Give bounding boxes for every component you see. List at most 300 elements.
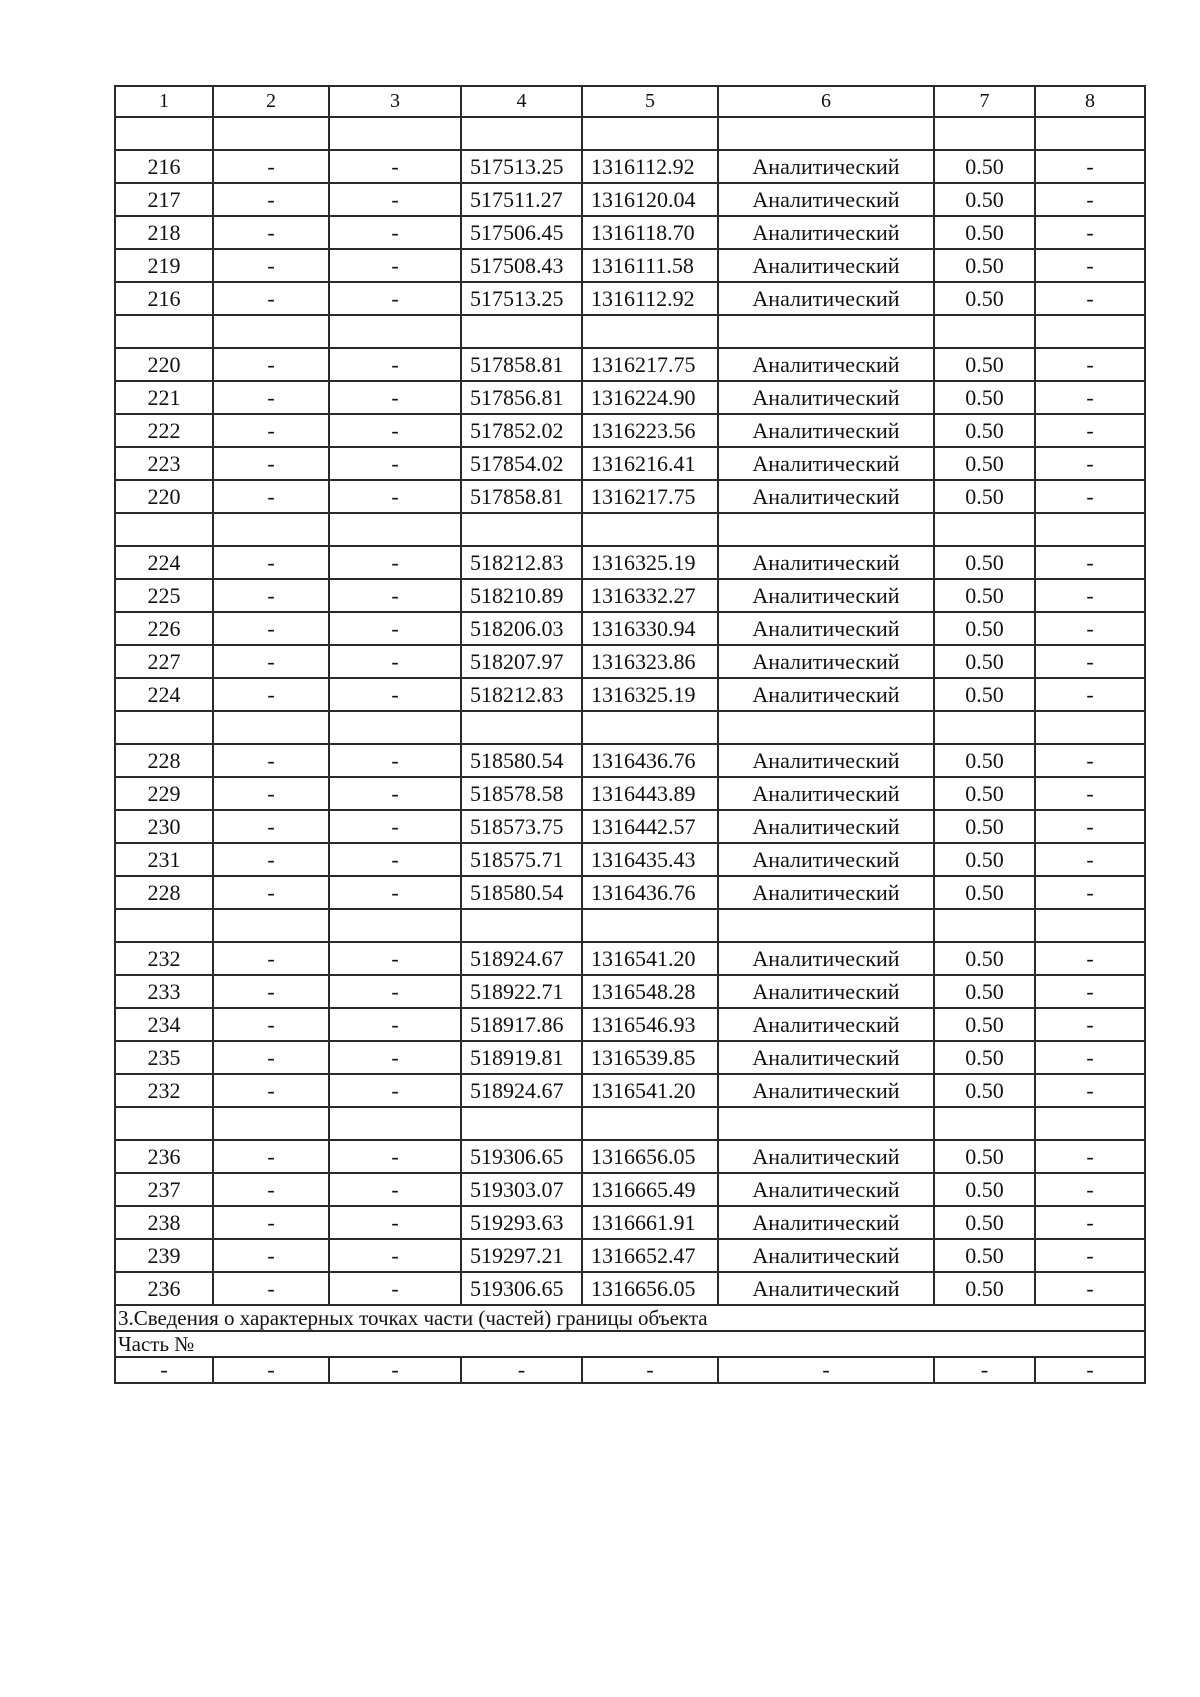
point-number-cell: 221 (115, 381, 213, 414)
x-coordinate-cell: 519306.65 (461, 1272, 582, 1305)
accuracy-cell: 0.50 (934, 777, 1035, 810)
col8-cell: - (1035, 975, 1145, 1008)
x-coordinate-cell: 518212.83 (461, 678, 582, 711)
table-row (115, 810, 1145, 843)
y-coordinate-cell: 1316325.19 (582, 678, 718, 711)
col3-cell: - (329, 810, 461, 843)
y-coordinate-cell: 1316539.85 (582, 1041, 718, 1074)
col2-cell: - (213, 1008, 329, 1041)
empty-cell (582, 711, 718, 744)
col3-cell: - (329, 447, 461, 480)
part-label-row (115, 1331, 1145, 1357)
boundary-points-table (114, 85, 1146, 1384)
point-number-cell: 230 (115, 810, 213, 843)
table-row (115, 1074, 1145, 1107)
y-coordinate-cell: 1316652.47 (582, 1239, 718, 1272)
method-cell: Аналитический (718, 843, 934, 876)
col2-cell: - (213, 414, 329, 447)
col3-cell: - (329, 645, 461, 678)
header-cell-8: 8 (1035, 86, 1145, 117)
x-coordinate-cell: 519293.63 (461, 1206, 582, 1239)
col8-cell: - (1035, 942, 1145, 975)
col2-cell: - (213, 546, 329, 579)
empty-cell (934, 513, 1035, 546)
part-number-label: Часть № (115, 1331, 1145, 1357)
col2-cell: - (213, 942, 329, 975)
accuracy-cell: 0.50 (934, 612, 1035, 645)
y-coordinate-cell: 1316656.05 (582, 1140, 718, 1173)
table-row (115, 744, 1145, 777)
empty-cell (461, 315, 582, 348)
col8-cell: - (1035, 1140, 1145, 1173)
point-number-cell: 217 (115, 183, 213, 216)
empty-cell (582, 117, 718, 150)
col8-cell: - (1035, 1173, 1145, 1206)
x-coordinate-cell: 518212.83 (461, 546, 582, 579)
col3-cell: - (329, 249, 461, 282)
accuracy-cell: 0.50 (934, 1173, 1035, 1206)
accuracy-cell: 0.50 (934, 942, 1035, 975)
method-cell: Аналитический (718, 579, 934, 612)
x-coordinate-cell: 518210.89 (461, 579, 582, 612)
col8-cell: - (1035, 1074, 1145, 1107)
x-coordinate-cell: 518580.54 (461, 744, 582, 777)
method-cell: Аналитический (718, 1008, 934, 1041)
point-number-cell: 222 (115, 414, 213, 447)
col2-cell: - (213, 1272, 329, 1305)
accuracy-cell: 0.50 (934, 579, 1035, 612)
empty-cell (115, 909, 213, 942)
col3-cell: - (329, 1173, 461, 1206)
y-coordinate-cell: 1316112.92 (582, 150, 718, 183)
empty-cell (934, 909, 1035, 942)
x-coordinate-cell: 517511.27 (461, 183, 582, 216)
empty-cell (213, 117, 329, 150)
col8-cell: - (1035, 612, 1145, 645)
col8-cell: - (1035, 546, 1145, 579)
table-row (115, 183, 1145, 216)
col8-cell: - (1035, 447, 1145, 480)
col8-cell: - (1035, 282, 1145, 315)
table-row (115, 348, 1145, 381)
x-coordinate-cell: 519297.21 (461, 1239, 582, 1272)
point-number-cell: 228 (115, 876, 213, 909)
y-coordinate-cell: 1316224.90 (582, 381, 718, 414)
y-coordinate-cell: 1316546.93 (582, 1008, 718, 1041)
col8-cell: - (1035, 843, 1145, 876)
col3-cell: - (329, 381, 461, 414)
method-cell: Аналитический (718, 150, 934, 183)
method-cell: Аналитический (718, 1239, 934, 1272)
col3-cell: - (329, 1041, 461, 1074)
y-coordinate-cell: 1316435.43 (582, 843, 718, 876)
empty-cell (213, 1107, 329, 1140)
col8-cell: - (1035, 876, 1145, 909)
empty-cell (582, 1107, 718, 1140)
col8-cell: - (1035, 579, 1145, 612)
point-number-cell: 238 (115, 1206, 213, 1239)
point-number-cell: 216 (115, 150, 213, 183)
col3-cell: - (329, 183, 461, 216)
accuracy-cell: 0.50 (934, 678, 1035, 711)
col3-cell: - (329, 546, 461, 579)
y-coordinate-cell: 1316223.56 (582, 414, 718, 447)
table-row (115, 579, 1145, 612)
method-cell: Аналитический (718, 678, 934, 711)
point-number-cell: 218 (115, 216, 213, 249)
method-cell: Аналитический (718, 249, 934, 282)
point-number-cell: 226 (115, 612, 213, 645)
accuracy-cell: 0.50 (934, 876, 1035, 909)
empty-cell (329, 1107, 461, 1140)
part-points-row (115, 1357, 1145, 1383)
header-cell-2: 2 (213, 86, 329, 117)
col2-cell: - (213, 1140, 329, 1173)
accuracy-cell: 0.50 (934, 414, 1035, 447)
empty-cell (213, 711, 329, 744)
method-cell: Аналитический (718, 1074, 934, 1107)
table-row (115, 381, 1145, 414)
col2-cell: - (213, 645, 329, 678)
accuracy-cell: 0.50 (934, 645, 1035, 678)
accuracy-cell: 0.50 (934, 348, 1035, 381)
point-number-cell: 216 (115, 282, 213, 315)
col2-cell: - (213, 678, 329, 711)
method-cell: Аналитический (718, 381, 934, 414)
table-row (115, 843, 1145, 876)
empty-cell (213, 909, 329, 942)
table-row (115, 678, 1145, 711)
header-cell-5: 5 (582, 86, 718, 117)
point-number-cell: 224 (115, 546, 213, 579)
col3-cell: - (329, 282, 461, 315)
empty-cell (934, 1107, 1035, 1140)
method-cell: Аналитический (718, 282, 934, 315)
empty-cell (329, 513, 461, 546)
point-number-cell: 228 (115, 744, 213, 777)
table-row (115, 1041, 1145, 1074)
col2-cell: - (213, 843, 329, 876)
col8-cell: - (1035, 1041, 1145, 1074)
y-coordinate-cell: 1316120.04 (582, 183, 718, 216)
col8-cell: - (1035, 1008, 1145, 1041)
col8-cell: - (1035, 678, 1145, 711)
col8-cell: - (1035, 1206, 1145, 1239)
method-cell: Аналитический (718, 876, 934, 909)
part-dash-cell: - (934, 1357, 1035, 1383)
accuracy-cell: 0.50 (934, 447, 1035, 480)
col3-cell: - (329, 975, 461, 1008)
y-coordinate-cell: 1316656.05 (582, 1272, 718, 1305)
accuracy-cell: 0.50 (934, 1206, 1035, 1239)
table-row (115, 645, 1145, 678)
col8-cell: - (1035, 1272, 1145, 1305)
empty-cell (329, 315, 461, 348)
accuracy-cell: 0.50 (934, 480, 1035, 513)
y-coordinate-cell: 1316118.70 (582, 216, 718, 249)
col3-cell: - (329, 216, 461, 249)
empty-cell (329, 909, 461, 942)
table-row (115, 546, 1145, 579)
y-coordinate-cell: 1316217.75 (582, 480, 718, 513)
part-dash-cell: - (1035, 1357, 1145, 1383)
col3-cell: - (329, 579, 461, 612)
x-coordinate-cell: 519306.65 (461, 1140, 582, 1173)
col2-cell: - (213, 381, 329, 414)
col3-cell: - (329, 1140, 461, 1173)
blank-separator-row (115, 1107, 1145, 1140)
method-cell: Аналитический (718, 1173, 934, 1206)
empty-cell (461, 909, 582, 942)
col2-cell: - (213, 480, 329, 513)
empty-cell (115, 117, 213, 150)
col3-cell: - (329, 876, 461, 909)
x-coordinate-cell: 517506.45 (461, 216, 582, 249)
table-row (115, 216, 1145, 249)
col3-cell: - (329, 348, 461, 381)
point-number-cell: 219 (115, 249, 213, 282)
col2-cell: - (213, 876, 329, 909)
col2-cell: - (213, 1239, 329, 1272)
point-number-cell: 231 (115, 843, 213, 876)
col8-cell: - (1035, 150, 1145, 183)
empty-cell (461, 513, 582, 546)
accuracy-cell: 0.50 (934, 150, 1035, 183)
point-number-cell: 235 (115, 1041, 213, 1074)
method-cell: Аналитический (718, 1140, 934, 1173)
empty-cell (1035, 117, 1145, 150)
accuracy-cell: 0.50 (934, 1239, 1035, 1272)
col3-cell: - (329, 678, 461, 711)
method-cell: Аналитический (718, 942, 934, 975)
col3-cell: - (329, 1206, 461, 1239)
accuracy-cell: 0.50 (934, 810, 1035, 843)
point-number-cell: 232 (115, 1074, 213, 1107)
x-coordinate-cell: 518922.71 (461, 975, 582, 1008)
col2-cell: - (213, 612, 329, 645)
accuracy-cell: 0.50 (934, 1008, 1035, 1041)
empty-cell (329, 117, 461, 150)
col3-cell: - (329, 612, 461, 645)
empty-cell (213, 513, 329, 546)
empty-cell (934, 117, 1035, 150)
blank-separator-row (115, 711, 1145, 744)
point-number-cell: 229 (115, 777, 213, 810)
method-cell: Аналитический (718, 744, 934, 777)
empty-cell (115, 711, 213, 744)
accuracy-cell: 0.50 (934, 216, 1035, 249)
point-number-cell: 236 (115, 1140, 213, 1173)
col2-cell: - (213, 1074, 329, 1107)
col2-cell: - (213, 1206, 329, 1239)
empty-cell (934, 315, 1035, 348)
table-row (115, 1239, 1145, 1272)
table-row (115, 150, 1145, 183)
col2-cell: - (213, 1041, 329, 1074)
point-number-cell: 236 (115, 1272, 213, 1305)
table-row (115, 1272, 1145, 1305)
table-row (115, 1206, 1145, 1239)
table-row (115, 975, 1145, 1008)
method-cell: Аналитический (718, 414, 934, 447)
col8-cell: - (1035, 414, 1145, 447)
table-row (115, 480, 1145, 513)
table-row (115, 876, 1145, 909)
point-number-cell: 223 (115, 447, 213, 480)
empty-cell (115, 513, 213, 546)
empty-cell (718, 1107, 934, 1140)
accuracy-cell: 0.50 (934, 1272, 1035, 1305)
col8-cell: - (1035, 777, 1145, 810)
blank-separator-row (115, 117, 1145, 150)
point-number-cell: 232 (115, 942, 213, 975)
blank-separator-row (115, 909, 1145, 942)
empty-cell (461, 1107, 582, 1140)
empty-cell (582, 909, 718, 942)
accuracy-cell: 0.50 (934, 546, 1035, 579)
col3-cell: - (329, 1074, 461, 1107)
x-coordinate-cell: 517856.81 (461, 381, 582, 414)
empty-cell (718, 909, 934, 942)
table-row (115, 1173, 1145, 1206)
x-coordinate-cell: 518578.58 (461, 777, 582, 810)
x-coordinate-cell: 517513.25 (461, 282, 582, 315)
header-cell-3: 3 (329, 86, 461, 117)
empty-cell (213, 315, 329, 348)
col3-cell: - (329, 1272, 461, 1305)
col8-cell: - (1035, 744, 1145, 777)
col2-cell: - (213, 744, 329, 777)
empty-cell (461, 117, 582, 150)
col2-cell: - (213, 348, 329, 381)
table-row (115, 414, 1145, 447)
accuracy-cell: 0.50 (934, 183, 1035, 216)
table-row (115, 249, 1145, 282)
method-cell: Аналитический (718, 447, 934, 480)
col8-cell: - (1035, 480, 1145, 513)
y-coordinate-cell: 1316330.94 (582, 612, 718, 645)
point-number-cell: 237 (115, 1173, 213, 1206)
col8-cell: - (1035, 810, 1145, 843)
col2-cell: - (213, 579, 329, 612)
x-coordinate-cell: 518924.67 (461, 942, 582, 975)
col2-cell: - (213, 810, 329, 843)
header-cell-7: 7 (934, 86, 1035, 117)
y-coordinate-cell: 1316443.89 (582, 777, 718, 810)
accuracy-cell: 0.50 (934, 975, 1035, 1008)
x-coordinate-cell: 518924.67 (461, 1074, 582, 1107)
accuracy-cell: 0.50 (934, 843, 1035, 876)
accuracy-cell: 0.50 (934, 1041, 1035, 1074)
col8-cell: - (1035, 216, 1145, 249)
empty-cell (582, 513, 718, 546)
empty-cell (718, 117, 934, 150)
empty-cell (115, 315, 213, 348)
empty-cell (1035, 1107, 1145, 1140)
col8-cell: - (1035, 183, 1145, 216)
table-row (115, 1008, 1145, 1041)
part-dash-cell: - (115, 1357, 213, 1383)
accuracy-cell: 0.50 (934, 381, 1035, 414)
col3-cell: - (329, 1239, 461, 1272)
col3-cell: - (329, 843, 461, 876)
accuracy-cell: 0.50 (934, 282, 1035, 315)
empty-cell (1035, 711, 1145, 744)
part-dash-cell: - (213, 1357, 329, 1383)
x-coordinate-cell: 518207.97 (461, 645, 582, 678)
method-cell: Аналитический (718, 480, 934, 513)
col3-cell: - (329, 777, 461, 810)
method-cell: Аналитический (718, 1206, 934, 1239)
col3-cell: - (329, 744, 461, 777)
x-coordinate-cell: 517508.43 (461, 249, 582, 282)
empty-cell (718, 513, 934, 546)
point-number-cell: 220 (115, 480, 213, 513)
y-coordinate-cell: 1316436.76 (582, 876, 718, 909)
y-coordinate-cell: 1316541.20 (582, 1074, 718, 1107)
x-coordinate-cell: 518206.03 (461, 612, 582, 645)
part-dash-cell: - (461, 1357, 582, 1383)
col2-cell: - (213, 1173, 329, 1206)
method-cell: Аналитический (718, 1272, 934, 1305)
y-coordinate-cell: 1316332.27 (582, 579, 718, 612)
y-coordinate-cell: 1316442.57 (582, 810, 718, 843)
part-dash-cell: - (718, 1357, 934, 1383)
y-coordinate-cell: 1316661.91 (582, 1206, 718, 1239)
method-cell: Аналитический (718, 348, 934, 381)
x-coordinate-cell: 517858.81 (461, 480, 582, 513)
method-cell: Аналитический (718, 216, 934, 249)
col2-cell: - (213, 150, 329, 183)
y-coordinate-cell: 1316111.58 (582, 249, 718, 282)
col3-cell: - (329, 414, 461, 447)
table-row (115, 447, 1145, 480)
col2-cell: - (213, 777, 329, 810)
point-number-cell: 234 (115, 1008, 213, 1041)
table-row (115, 282, 1145, 315)
x-coordinate-cell: 518573.75 (461, 810, 582, 843)
point-number-cell: 227 (115, 645, 213, 678)
col2-cell: - (213, 447, 329, 480)
empty-cell (1035, 315, 1145, 348)
x-coordinate-cell: 519303.07 (461, 1173, 582, 1206)
accuracy-cell: 0.50 (934, 1140, 1035, 1173)
x-coordinate-cell: 518575.71 (461, 843, 582, 876)
method-cell: Аналитический (718, 612, 934, 645)
y-coordinate-cell: 1316323.86 (582, 645, 718, 678)
y-coordinate-cell: 1316216.41 (582, 447, 718, 480)
empty-cell (329, 711, 461, 744)
table-row (115, 942, 1145, 975)
y-coordinate-cell: 1316217.75 (582, 348, 718, 381)
section-title-row (115, 1305, 1145, 1331)
y-coordinate-cell: 1316325.19 (582, 546, 718, 579)
method-cell: Аналитический (718, 546, 934, 579)
y-coordinate-cell: 1316436.76 (582, 744, 718, 777)
x-coordinate-cell: 517858.81 (461, 348, 582, 381)
empty-cell (718, 711, 934, 744)
col8-cell: - (1035, 1239, 1145, 1272)
point-number-cell: 239 (115, 1239, 213, 1272)
y-coordinate-cell: 1316112.92 (582, 282, 718, 315)
header-cell-6: 6 (718, 86, 934, 117)
empty-cell (115, 1107, 213, 1140)
y-coordinate-cell: 1316665.49 (582, 1173, 718, 1206)
col2-cell: - (213, 216, 329, 249)
empty-cell (1035, 909, 1145, 942)
accuracy-cell: 0.50 (934, 744, 1035, 777)
x-coordinate-cell: 517513.25 (461, 150, 582, 183)
